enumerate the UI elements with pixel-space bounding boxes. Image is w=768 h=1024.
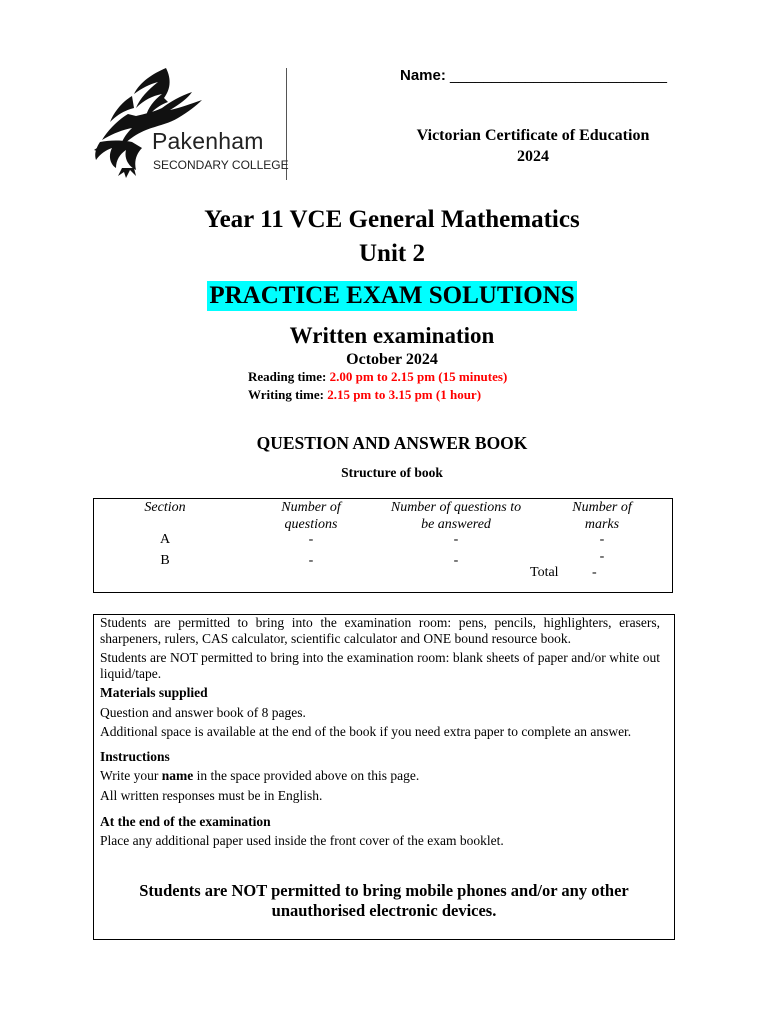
instruction-1-post: in the space provided above on this page. bbox=[193, 768, 420, 783]
materials-item-2: Additional space is available at the end of the book if you need extra paper to complete an answer. bbox=[100, 724, 632, 739]
writing-time-label: Writing time: bbox=[248, 387, 324, 402]
row-a-questions: - bbox=[308, 532, 314, 547]
row-b-answered: - bbox=[453, 553, 459, 568]
exam-type: Written examination bbox=[289, 323, 495, 348]
reading-time-label: Reading time: bbox=[248, 369, 327, 384]
total-label: Total bbox=[530, 565, 559, 580]
school-subtitle: SECONDARY COLLEGE bbox=[153, 158, 289, 172]
student-name-field[interactable] bbox=[400, 67, 667, 84]
header-number-of-marks: Number of marks bbox=[572, 500, 632, 532]
certificate-title: Victorian Certificate of Education bbox=[416, 127, 650, 144]
end-item-1: Place any additional paper used inside the front cover of the exam booklet. bbox=[100, 833, 504, 848]
book-heading: QUESTION AND ANSWER BOOK bbox=[256, 433, 528, 453]
writing-time-value: 2.15 pm to 3.15 pm (1 hour) bbox=[327, 387, 482, 402]
certificate-year: 2024 bbox=[517, 148, 549, 165]
device-warning: Students are NOT permitted to bring mobile phones and/or any other unauthorised electronic devices. bbox=[139, 881, 629, 920]
school-name: Pakenham bbox=[152, 128, 264, 154]
exam-unit: Unit 2 bbox=[359, 240, 425, 267]
instruction-1-pre: Write your bbox=[100, 768, 162, 783]
header-section: Section bbox=[144, 500, 186, 515]
row-b-marks: - bbox=[599, 549, 605, 564]
instruction-item-2: All written responses must be in English. bbox=[100, 788, 323, 803]
solutions-banner-wrap bbox=[0, 281, 768, 311]
instructions-heading: Instructions bbox=[100, 749, 170, 764]
exam-title: Year 11 VCE General Mathematics bbox=[204, 206, 580, 233]
certificate-heading bbox=[388, 125, 678, 167]
header-number-of-questions: Number of questions bbox=[281, 500, 341, 532]
reading-time bbox=[248, 369, 507, 385]
row-a-marks: - bbox=[599, 532, 605, 547]
structure-heading: Structure of book bbox=[341, 465, 443, 480]
name-line[interactable]: __________________________ bbox=[450, 67, 667, 84]
materials-heading: Materials supplied bbox=[100, 685, 208, 700]
total-value: - bbox=[592, 565, 597, 580]
instruction-item-1 bbox=[100, 768, 660, 784]
solutions-banner: PRACTICE EXAM SOLUTIONS bbox=[209, 282, 575, 309]
end-heading: At the end of the examination bbox=[100, 814, 271, 829]
exam-date: October 2024 bbox=[346, 351, 438, 368]
name-label: Name: bbox=[400, 67, 446, 84]
row-a-section: A bbox=[159, 532, 171, 547]
row-b-questions: - bbox=[308, 553, 314, 568]
instruction-1-name: name bbox=[161, 768, 194, 783]
row-a-answered: - bbox=[453, 532, 459, 547]
reading-time-value: 2.00 pm to 2.15 pm (15 minutes) bbox=[329, 369, 508, 384]
row-b-section: B bbox=[160, 553, 170, 568]
header-questions-answered: Number of questions to be answered bbox=[390, 500, 522, 532]
writing-time bbox=[248, 387, 481, 403]
not-permitted-items: Students are NOT permitted to bring into the examination room: blank sheets of paper and/or white out liquid/tape. bbox=[100, 650, 660, 681]
permitted-items: Students are permitted to bring into the examination room: pens, pencils, highlighters, erasers, sharpeners, rulers, CAS calculator, scientific calculator and ONE bound resource book. bbox=[100, 615, 660, 646]
materials-item-1: Question and answer book of 8 pages. bbox=[100, 705, 306, 720]
